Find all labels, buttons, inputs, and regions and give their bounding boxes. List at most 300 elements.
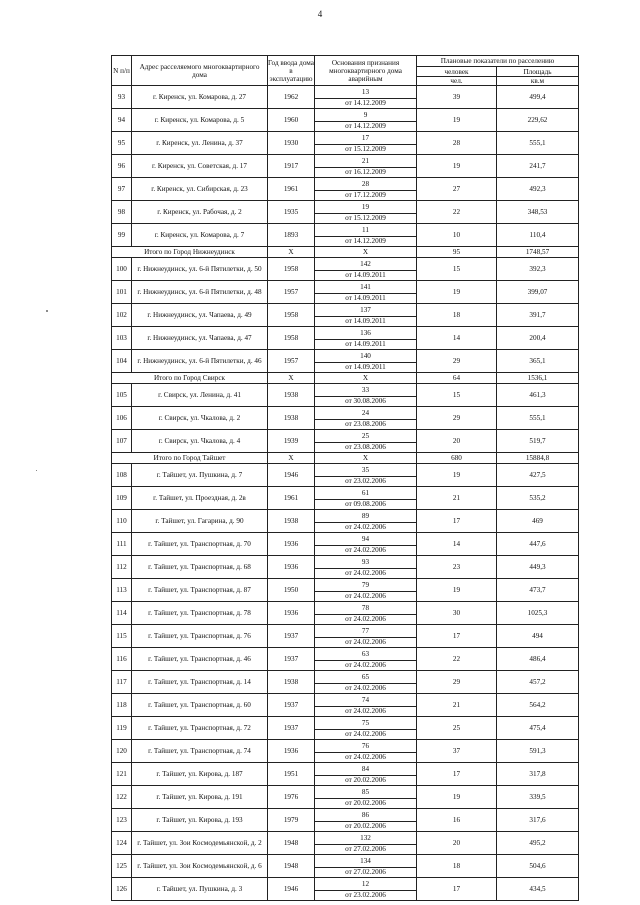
- row-people: 21: [417, 487, 497, 510]
- basis-doc-date: от 14.09.2011: [345, 271, 386, 279]
- basis-doc-date: от 14.12.2009: [345, 99, 386, 107]
- row-area: 317,8: [497, 763, 579, 786]
- basis-doc-date: от 24.02.2006: [345, 569, 386, 577]
- row-basis: [315, 671, 417, 694]
- basis-doc-date: от 24.02.2006: [345, 523, 386, 531]
- resettlement-table: [111, 55, 579, 901]
- table-row: [112, 855, 579, 878]
- header-num: N п/п: [112, 56, 132, 86]
- row-basis: [315, 786, 417, 809]
- row-address: г. Тайшет, ул. Транспортная, д. 14: [132, 671, 268, 694]
- table-row: [112, 132, 579, 155]
- row-number: 100: [112, 258, 132, 281]
- row-year: 1976: [268, 786, 315, 809]
- row-year: 1946: [268, 878, 315, 901]
- table-row: [112, 178, 579, 201]
- row-basis: [315, 694, 417, 717]
- row-number: 94: [112, 109, 132, 132]
- row-year: 1917: [268, 155, 315, 178]
- row-area: 495,2: [497, 832, 579, 855]
- row-basis: [315, 487, 417, 510]
- subtotal-year: X: [268, 453, 315, 464]
- row-year: 1957: [268, 350, 315, 373]
- row-area: 469: [497, 510, 579, 533]
- row-number: 123: [112, 809, 132, 832]
- row-basis: [315, 556, 417, 579]
- row-area: 1025,3: [497, 602, 579, 625]
- basis-doc-number: 63: [315, 648, 416, 661]
- basis-doc-date: от 23.08.2006: [345, 443, 386, 451]
- row-number: 105: [112, 384, 132, 407]
- row-number: 101: [112, 281, 132, 304]
- row-number: 115: [112, 625, 132, 648]
- row-basis: [315, 430, 417, 453]
- row-address: г. Тайшет, ул. Транспортная, д. 60: [132, 694, 268, 717]
- row-area: 434,5: [497, 878, 579, 901]
- basis-doc-number: 93: [315, 556, 416, 569]
- row-people: 15: [417, 258, 497, 281]
- row-year: 1936: [268, 602, 315, 625]
- basis-doc-number: 12: [315, 878, 416, 891]
- basis-doc-number: 141: [315, 281, 416, 294]
- table-row: [112, 648, 579, 671]
- table-row: [112, 464, 579, 487]
- basis-doc-number: 140: [315, 350, 416, 363]
- row-area: 392,3: [497, 258, 579, 281]
- header-people-unit: чел.: [417, 77, 497, 86]
- row-area: 427,5: [497, 464, 579, 487]
- basis-doc-number: 28: [315, 178, 416, 191]
- basis-doc-number: 84: [315, 763, 416, 776]
- row-people: 19: [417, 281, 497, 304]
- subtotal-people: 680: [417, 453, 497, 464]
- row-area: 241,7: [497, 155, 579, 178]
- row-number: 126: [112, 878, 132, 901]
- header-people: человек: [417, 67, 497, 77]
- basis-doc-date: от 23.08.2006: [345, 420, 386, 428]
- row-area: 535,2: [497, 487, 579, 510]
- row-basis: [315, 763, 417, 786]
- row-area: 365,1: [497, 350, 579, 373]
- row-area: 399,07: [497, 281, 579, 304]
- row-people: 10: [417, 224, 497, 247]
- subtotal-label: Итого по Город Свирск: [112, 373, 268, 384]
- table-row: [112, 350, 579, 373]
- row-basis: [315, 132, 417, 155]
- header-address: Адрес расселяемого многоквартирного дома: [132, 56, 268, 86]
- basis-doc-date: от 23.02.2006: [345, 891, 386, 899]
- row-year: 1961: [268, 487, 315, 510]
- subtotal-basis: X: [315, 373, 417, 384]
- header-year: Год ввода дома в эксплуатацию: [268, 56, 315, 86]
- subtotal-row: [112, 247, 579, 258]
- row-address: г. Тайшет, ул. Пушкина, д. 3: [132, 878, 268, 901]
- row-year: 1958: [268, 258, 315, 281]
- row-year: 1958: [268, 304, 315, 327]
- table-row: [112, 694, 579, 717]
- row-area: 504,6: [497, 855, 579, 878]
- row-number: 119: [112, 717, 132, 740]
- row-basis: [315, 407, 417, 430]
- row-area: 564,2: [497, 694, 579, 717]
- row-basis: [315, 201, 417, 224]
- row-year: 1938: [268, 384, 315, 407]
- row-number: 112: [112, 556, 132, 579]
- row-number: 120: [112, 740, 132, 763]
- row-area: 492,3: [497, 178, 579, 201]
- basis-doc-date: от 14.09.2011: [345, 294, 386, 302]
- row-number: 96: [112, 155, 132, 178]
- basis-doc-number: 24: [315, 407, 416, 420]
- table-row: [112, 717, 579, 740]
- table-row: [112, 556, 579, 579]
- row-address: г. Тайшет, ул. Зои Космодемьянской, д. 2: [132, 832, 268, 855]
- row-number: 111: [112, 533, 132, 556]
- basis-doc-number: 134: [315, 855, 416, 868]
- basis-doc-number: 11: [315, 224, 416, 237]
- row-number: 122: [112, 786, 132, 809]
- row-year: 1958: [268, 327, 315, 350]
- basis-doc-number: 136: [315, 327, 416, 340]
- row-area: 457,2: [497, 671, 579, 694]
- basis-doc-date: от 24.02.2006: [345, 638, 386, 646]
- row-address: г. Тайшет, ул. Транспортная, д. 78: [132, 602, 268, 625]
- row-basis: [315, 602, 417, 625]
- row-basis: [315, 109, 417, 132]
- row-number: 117: [112, 671, 132, 694]
- basis-doc-date: от 09.08.2006: [345, 500, 386, 508]
- basis-doc-date: от 24.02.2006: [345, 661, 386, 669]
- basis-doc-date: от 24.02.2006: [345, 730, 386, 738]
- row-number: 98: [112, 201, 132, 224]
- table-row: [112, 878, 579, 901]
- subtotal-year: X: [268, 373, 315, 384]
- row-area: 317,6: [497, 809, 579, 832]
- row-basis: [315, 579, 417, 602]
- row-number: 109: [112, 487, 132, 510]
- basis-doc-date: от 27.02.2006: [345, 845, 386, 853]
- row-number: 104: [112, 350, 132, 373]
- row-people: 22: [417, 648, 497, 671]
- basis-doc-date: от 20.02.2006: [345, 822, 386, 830]
- row-number: 110: [112, 510, 132, 533]
- row-year: 1948: [268, 832, 315, 855]
- row-people: 23: [417, 556, 497, 579]
- table-row: [112, 579, 579, 602]
- basis-doc-number: 85: [315, 786, 416, 799]
- row-people: 39: [417, 86, 497, 109]
- table-row: [112, 809, 579, 832]
- row-people: 20: [417, 430, 497, 453]
- basis-doc-number: 13: [315, 86, 416, 99]
- row-year: 1979: [268, 809, 315, 832]
- row-year: 1951: [268, 763, 315, 786]
- row-people: 28: [417, 132, 497, 155]
- row-year: 1936: [268, 556, 315, 579]
- basis-doc-number: 75: [315, 717, 416, 730]
- basis-doc-number: 9: [315, 109, 416, 122]
- row-address: г. Нижнеудинск, ул. 6-й Пятилетки, д. 46: [132, 350, 268, 373]
- basis-doc-date: от 24.02.2006: [345, 684, 386, 692]
- basis-doc-number: 94: [315, 533, 416, 546]
- row-people: 18: [417, 304, 497, 327]
- row-address: г. Тайшет, ул. Транспортная, д. 87: [132, 579, 268, 602]
- basis-doc-date: от 24.02.2006: [345, 546, 386, 554]
- row-area: 200,4: [497, 327, 579, 350]
- row-number: 93: [112, 86, 132, 109]
- subtotal-label: Итого по Город Нижнеудинск: [112, 247, 268, 258]
- row-basis: [315, 304, 417, 327]
- row-basis: [315, 464, 417, 487]
- table-row: [112, 786, 579, 809]
- table-row: [112, 763, 579, 786]
- table-row: [112, 86, 579, 109]
- subtotal-basis: X: [315, 247, 417, 258]
- subtotal-label: Итого по Город Тайшет: [112, 453, 268, 464]
- scan-speck: [36, 470, 37, 471]
- row-address: г. Тайшет, ул. Транспортная, д. 72: [132, 717, 268, 740]
- row-people: 22: [417, 201, 497, 224]
- row-address: г. Тайшет, ул. Транспортная, д. 68: [132, 556, 268, 579]
- row-year: 1937: [268, 648, 315, 671]
- basis-doc-date: от 14.09.2011: [345, 340, 386, 348]
- row-year: 1937: [268, 625, 315, 648]
- basis-doc-date: от 30.08.2006: [345, 397, 386, 405]
- table-row: [112, 832, 579, 855]
- row-address: г. Нижнеудинск, ул. 6-й Пятилетки, д. 50: [132, 258, 268, 281]
- row-address: г. Киренск, ул. Советская, д. 17: [132, 155, 268, 178]
- row-number: 99: [112, 224, 132, 247]
- row-area: 110,4: [497, 224, 579, 247]
- table-row: [112, 224, 579, 247]
- table-row: [112, 281, 579, 304]
- row-people: 15: [417, 384, 497, 407]
- row-basis: [315, 510, 417, 533]
- row-address: г. Киренск, ул. Рабочая, д. 2: [132, 201, 268, 224]
- row-area: 348,53: [497, 201, 579, 224]
- header-plan: Плановые показатели по расселению: [417, 56, 579, 67]
- basis-doc-number: 19: [315, 201, 416, 214]
- page-number: 4: [317, 9, 323, 19]
- scan-speck: [46, 310, 48, 312]
- row-area: 449,3: [497, 556, 579, 579]
- table-row: [112, 304, 579, 327]
- basis-doc-date: от 23.02.2006: [345, 477, 386, 485]
- row-people: 37: [417, 740, 497, 763]
- basis-doc-number: 21: [315, 155, 416, 168]
- row-basis: [315, 281, 417, 304]
- row-number: 114: [112, 602, 132, 625]
- row-people: 21: [417, 694, 497, 717]
- row-number: 106: [112, 407, 132, 430]
- row-year: 1936: [268, 533, 315, 556]
- basis-doc-number: 25: [315, 430, 416, 443]
- row-people: 20: [417, 832, 497, 855]
- row-basis: [315, 878, 417, 901]
- row-address: г. Нижнеудинск, ул. Чапаева, д. 49: [132, 304, 268, 327]
- row-people: 17: [417, 625, 497, 648]
- row-year: 1935: [268, 201, 315, 224]
- row-basis: [315, 717, 417, 740]
- table-row: [112, 510, 579, 533]
- row-year: 1961: [268, 178, 315, 201]
- subtotal-year: X: [268, 247, 315, 258]
- subtotal-area: 15884,8: [497, 453, 579, 464]
- row-people: 19: [417, 786, 497, 809]
- row-basis: [315, 625, 417, 648]
- row-address: г. Нижнеудинск, ул. Чапаева, д. 47: [132, 327, 268, 350]
- row-address: г. Тайшет, ул. Проездная, д. 2в: [132, 487, 268, 510]
- basis-doc-date: от 24.02.2006: [345, 707, 386, 715]
- row-address: г. Киренск, ул. Ленина, д. 37: [132, 132, 268, 155]
- table-row: [112, 602, 579, 625]
- row-area: 475,4: [497, 717, 579, 740]
- row-area: 339,5: [497, 786, 579, 809]
- row-address: г. Тайшет, ул. Кирова, д. 187: [132, 763, 268, 786]
- row-year: 1939: [268, 430, 315, 453]
- basis-doc-number: 35: [315, 464, 416, 477]
- basis-doc-number: 79: [315, 579, 416, 592]
- row-area: 591,3: [497, 740, 579, 763]
- basis-doc-number: 137: [315, 304, 416, 317]
- row-year: 1937: [268, 694, 315, 717]
- subtotal-area: 1748,57: [497, 247, 579, 258]
- row-address: г. Тайшет, ул. Кирова, д. 193: [132, 809, 268, 832]
- row-people: 19: [417, 155, 497, 178]
- row-basis: [315, 855, 417, 878]
- row-area: 494: [497, 625, 579, 648]
- subtotal-row: [112, 373, 579, 384]
- subtotal-people: 95: [417, 247, 497, 258]
- row-people: 18: [417, 855, 497, 878]
- basis-doc-date: от 24.02.2006: [345, 753, 386, 761]
- basis-doc-number: 65: [315, 671, 416, 684]
- table-row: [112, 487, 579, 510]
- row-area: 555,1: [497, 132, 579, 155]
- row-basis: [315, 327, 417, 350]
- row-people: 17: [417, 878, 497, 901]
- row-address: г. Тайшет, ул. Зои Космодемьянской, д. 6: [132, 855, 268, 878]
- table-row: [112, 671, 579, 694]
- row-people: 29: [417, 407, 497, 430]
- basis-doc-date: от 24.02.2006: [345, 615, 386, 623]
- basis-doc-date: от 24.02.2006: [345, 592, 386, 600]
- row-area: 229,62: [497, 109, 579, 132]
- row-number: 118: [112, 694, 132, 717]
- row-number: 124: [112, 832, 132, 855]
- row-area: 461,3: [497, 384, 579, 407]
- row-number: 108: [112, 464, 132, 487]
- row-year: 1960: [268, 109, 315, 132]
- row-year: 1946: [268, 464, 315, 487]
- row-people: 19: [417, 579, 497, 602]
- row-address: г. Тайшет, ул. Кирова, д. 191: [132, 786, 268, 809]
- row-area: 391,7: [497, 304, 579, 327]
- row-people: 17: [417, 510, 497, 533]
- row-address: г. Тайшет, ул. Транспортная, д. 76: [132, 625, 268, 648]
- basis-doc-number: 77: [315, 625, 416, 638]
- table-row: [112, 109, 579, 132]
- table-row: [112, 740, 579, 763]
- row-address: г. Киренск, ул. Комарова, д. 5: [132, 109, 268, 132]
- basis-doc-date: от 16.12.2009: [345, 168, 386, 176]
- row-basis: [315, 258, 417, 281]
- row-area: 519,7: [497, 430, 579, 453]
- subtotal-row: [112, 453, 579, 464]
- basis-doc-number: 142: [315, 258, 416, 271]
- row-address: г. Свирск, ул. Чкалова, д. 4: [132, 430, 268, 453]
- row-basis: [315, 648, 417, 671]
- row-people: 27: [417, 178, 497, 201]
- row-year: 1962: [268, 86, 315, 109]
- subtotal-area: 1536,1: [497, 373, 579, 384]
- basis-doc-date: от 20.02.2006: [345, 799, 386, 807]
- row-number: 95: [112, 132, 132, 155]
- basis-doc-date: от 14.09.2011: [345, 317, 386, 325]
- basis-doc-number: 33: [315, 384, 416, 397]
- row-address: г. Тайшет, ул. Транспортная, д. 70: [132, 533, 268, 556]
- table-row: [112, 258, 579, 281]
- row-year: 1937: [268, 717, 315, 740]
- header-basis: Основания признания многоквартирного дома аварийным: [315, 56, 417, 86]
- basis-doc-number: 78: [315, 602, 416, 615]
- table-row: [112, 384, 579, 407]
- table-row: [112, 625, 579, 648]
- row-address: г. Киренск, ул. Комарова, д. 27: [132, 86, 268, 109]
- row-basis: [315, 178, 417, 201]
- row-year: 1950: [268, 579, 315, 602]
- row-basis: [315, 809, 417, 832]
- row-basis: [315, 832, 417, 855]
- row-basis: [315, 155, 417, 178]
- row-number: 103: [112, 327, 132, 350]
- row-address: г. Тайшет, ул. Пушкина, д. 7: [132, 464, 268, 487]
- row-people: 16: [417, 809, 497, 832]
- row-number: 116: [112, 648, 132, 671]
- row-people: 30: [417, 602, 497, 625]
- row-year: 1938: [268, 671, 315, 694]
- table-body: [112, 86, 579, 901]
- row-year: 1930: [268, 132, 315, 155]
- basis-doc-number: 76: [315, 740, 416, 753]
- basis-doc-date: от 14.12.2009: [345, 237, 386, 245]
- row-address: г. Нижнеудинск, ул. 6-й Пятилетки, д. 48: [132, 281, 268, 304]
- basis-doc-date: от 27.02.2006: [345, 868, 386, 876]
- table-row: [112, 407, 579, 430]
- basis-doc-date: от 14.09.2011: [345, 363, 386, 371]
- row-year: 1936: [268, 740, 315, 763]
- row-number: 125: [112, 855, 132, 878]
- row-year: 1957: [268, 281, 315, 304]
- row-year: 1938: [268, 407, 315, 430]
- row-address: г. Тайшет, ул. Транспортная, д. 46: [132, 648, 268, 671]
- basis-doc-date: от 17.12.2009: [345, 191, 386, 199]
- row-address: г. Киренск, ул. Комарова, д. 7: [132, 224, 268, 247]
- row-basis: [315, 224, 417, 247]
- basis-doc-date: от 14.12.2009: [345, 122, 386, 130]
- row-people: 29: [417, 671, 497, 694]
- row-people: 19: [417, 109, 497, 132]
- table-row: [112, 327, 579, 350]
- row-basis: [315, 533, 417, 556]
- basis-doc-number: 89: [315, 510, 416, 523]
- row-basis: [315, 86, 417, 109]
- basis-doc-date: от 15.12.2009: [345, 214, 386, 222]
- row-number: 107: [112, 430, 132, 453]
- basis-doc-number: 74: [315, 694, 416, 707]
- subtotal-people: 64: [417, 373, 497, 384]
- basis-doc-number: 132: [315, 832, 416, 845]
